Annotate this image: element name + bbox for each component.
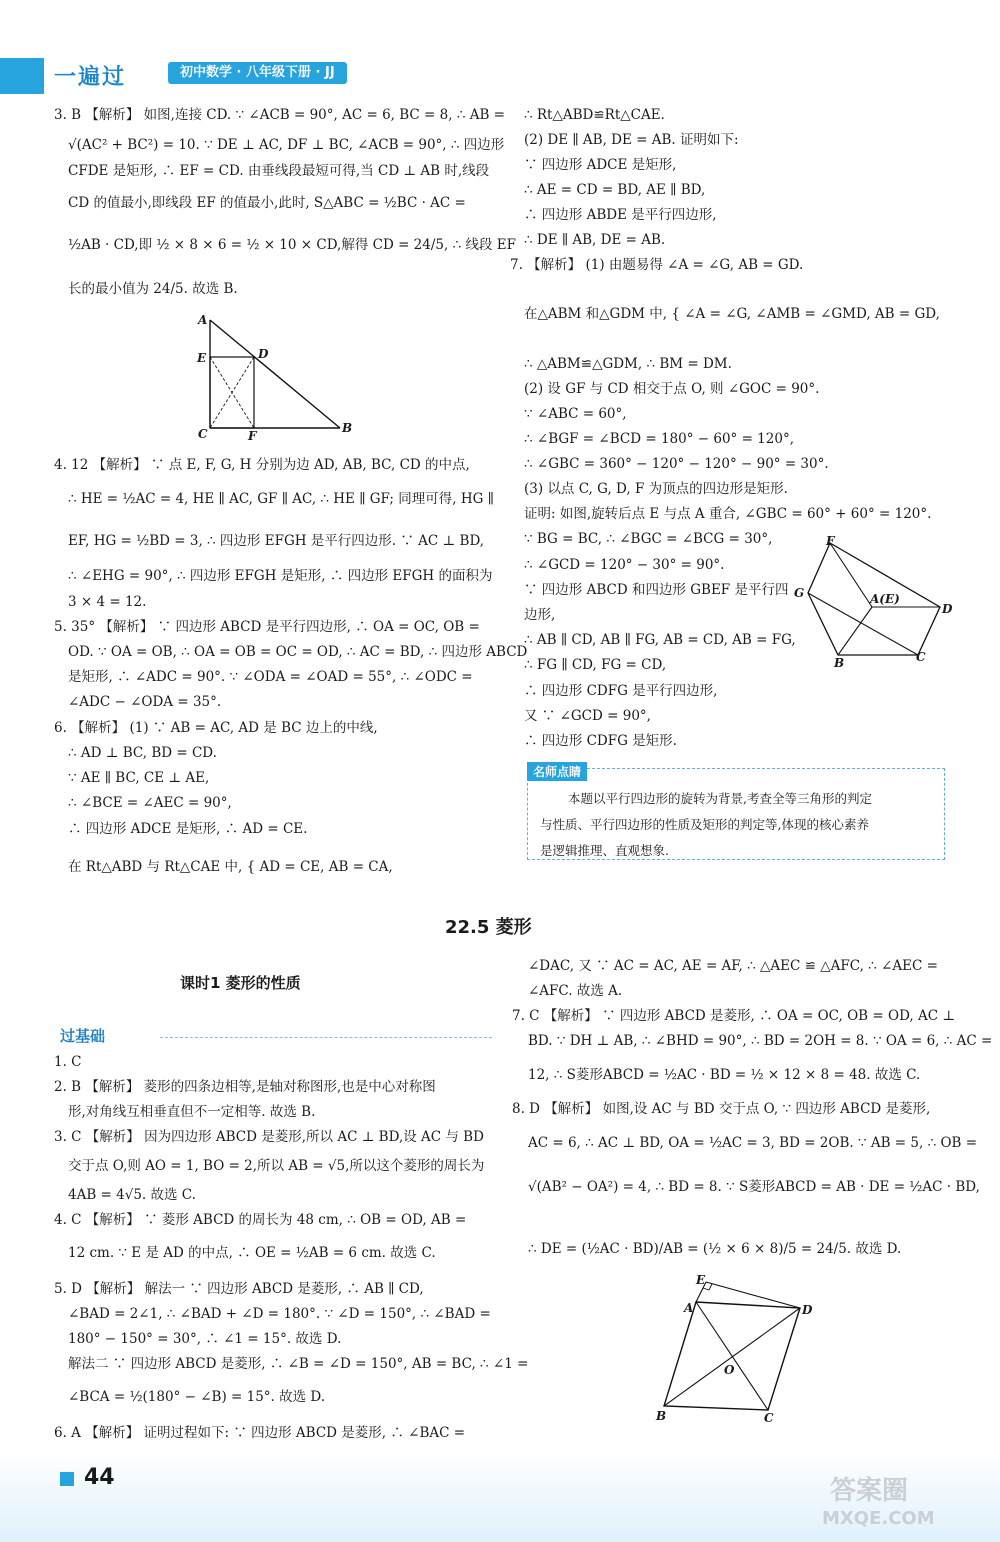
text-line: 交于点 O,则 AO = 1, BO = 2,所以 AB = √5,所以这个菱形的周长为 [68, 1158, 485, 1174]
text-line: ∴ DE ∥ AB, DE = AB. [524, 232, 666, 248]
fig2-label-c: C [916, 650, 926, 664]
text-line: 6. A 【解析】 证明过程如下: ∵ 四边形 ABCD 是菱形, ∴ ∠BAC = [54, 1425, 466, 1441]
fig3-label-e: E [696, 1273, 706, 1287]
text-line: ∴ AE = CD = BD, AE ∥ BD, [524, 182, 706, 198]
text-line: ∴ ∠EHG = 90°, ∴ 四边形 EFGH 是矩形, ∴ 四边形 EFGH 的面积为 [68, 568, 493, 584]
text-line: 5. D 【解析】 解法一 ∵ 四边形 ABCD 是菱形, ∴ AB ∥ CD, [54, 1281, 424, 1297]
fig2-label-d: D [942, 602, 953, 616]
text-line: CFDE 是矩形, ∴ EF = CD. 由垂线段最短可得,当 CD ⊥ AB 时,线段 [68, 163, 490, 179]
page-marker [60, 1472, 74, 1486]
basics-divider [160, 1037, 492, 1038]
text-line: ∴ ∠GCD = 120° − 30° = 90°. [524, 557, 725, 573]
text-line: AC = 6, ∴ AC ⊥ BD, OA = ½AC = 3, BD = 2OB. ∵ AB = 5, ∴ OB = [528, 1135, 978, 1151]
fig1-label-c: C [198, 427, 208, 441]
figure-rotated-parallelograms [790, 535, 960, 670]
text-line: OD. ∵ OA = OB, ∴ OA = OB = OC = OD, ∴ AC = BD, ∴ 四边形 ABCD [68, 644, 528, 660]
text-line: ∵ 四边形 ABCD 和四边形 GBEF 是平行四 [524, 582, 789, 598]
text-line: 证明: 如图,旋转后点 E 与点 A 重合, ∠GBC = 60° + 60° = 120°. [524, 506, 932, 522]
text-line: ∴ AB ∥ CD, AB ∥ FG, AB = CD, AB = FG, [524, 632, 796, 648]
text-line: ∠BAD = 2∠1, ∴ ∠BAD + ∠D = 180°. ∵ ∠D = 150°, ∴ ∠BAD = [68, 1306, 491, 1322]
basics-heading: 过基础 [60, 1027, 106, 1045]
text-line: ∴ FG ∥ CD, FG = CD, [524, 657, 667, 673]
tip-label: 名师点睛 [527, 762, 587, 781]
text-line: 3. C 【解析】 因为四边形 ABCD 是菱形,所以 AC ⊥ BD,设 AC 与 BD [54, 1129, 484, 1145]
text-line: 5. 35° 【解析】 ∵ 四边形 ABCD 是平行四边形, ∴ OA = OC, OB = [54, 619, 480, 635]
fig1-label-b: B [342, 421, 353, 435]
text-line: 2. B 【解析】 菱形的四条边相等,是轴对称图形,也是中心对称图 [54, 1079, 436, 1095]
text-line: ∠ADC − ∠ODA = 35°. [68, 694, 222, 710]
tip-line: 是逻辑推理、直观想象. [540, 843, 669, 858]
watermark-url: MXQE.COM [822, 1508, 935, 1529]
fig2-label-g: G [794, 586, 805, 600]
text-line: ∴ AD ⊥ BC, BD = CD. [68, 745, 217, 761]
lesson-title: 课时1 菱形的性质 [180, 974, 301, 992]
text-line: EF, HG = ½BD = 3, ∴ 四边形 EFGH 是平行四边形. ∵ AC ⊥ BD, [68, 533, 485, 549]
watermark: 答案圈 [830, 1476, 909, 1506]
text-line: 180° − 150° = 30°, ∴ ∠1 = 15°. 故选 D. [68, 1331, 342, 1347]
brand-logo: 一遍过 [54, 65, 127, 90]
text-line: 1. C [54, 1054, 82, 1070]
text-line: ∵ 四边形 ADCE 是矩形, [524, 157, 677, 173]
text-line: √(AC² + BC²) = 10. ∵ DE ⊥ AC, DF ⊥ BC, ∠ACB = 90°, ∴ 四边形 [68, 137, 505, 153]
fig2-label-f: F [826, 535, 835, 548]
text-line: ∴ ∠BGF = ∠BCD = 180° − 60° = 120°, [524, 431, 794, 447]
fig2-label-b: B [834, 656, 845, 670]
text-line: 4. C 【解析】 ∵ 菱形 ABCD 的周长为 48 cm, ∴ OB = OD, AB = [54, 1212, 467, 1228]
text-line: ∴ 四边形 CDFG 是矩形. [524, 733, 677, 749]
text-line: 在△ABM 和△GDM 中, { ∠A = ∠G, ∠AMB = ∠GMD, AB = GD, [524, 306, 940, 322]
text-line: ∴ 四边形 ABDE 是平行四边形, [524, 207, 717, 223]
text-line: 又 ∵ ∠GCD = 90°, [524, 708, 651, 724]
header-band [0, 58, 44, 94]
text-line: CD 的值最小,即线段 EF 的值最小,此时, S△ABC = ½BC · AC = [68, 195, 466, 211]
figure-triangle-rectangle [190, 310, 360, 445]
fig3-label-o: O [724, 1363, 735, 1377]
text-line: 8. D 【解析】 如图,设 AC 与 BD 交于点 O, ∵ 四边形 ABCD 是菱形, [512, 1101, 931, 1117]
section-title: 22.5 菱形 [445, 917, 532, 938]
text-line: 解法二 ∵ 四边形 ABCD 是菱形, ∴ ∠B = ∠D = 150°, AB = BC, ∴ ∠1 = [68, 1356, 529, 1372]
text-line: √(AB² − OA²) = 4, ∴ BD = 8. ∵ S菱形ABCD = AB · DE = ½AC · BD, [528, 1179, 980, 1195]
text-line: (2) DE ∥ AB, DE = AB. 证明如下: [524, 132, 739, 148]
tip-line: 与性质、平行四边形的性质及矩形的判定等,体现的核心素养 [540, 817, 869, 832]
text-line: (2) 设 GF 与 CD 相交于点 O, 则 ∠GOC = 90°. [524, 381, 820, 397]
fig3-label-b: B [656, 1409, 667, 1423]
text-line: ∴ 四边形 ADCE 是矩形, ∴ AD = CE. [68, 821, 308, 837]
text-line: ∵ AE ∥ BC, CE ⊥ AE, [68, 770, 210, 786]
fig1-label-f: F [248, 429, 257, 443]
text-line: 3 × 4 = 12. [68, 594, 147, 610]
text-line: ½AB · CD,即 ½ × 8 × 6 = ½ × 10 × CD,解得 CD = 24/5, ∴ 线段 EF [68, 237, 516, 253]
text-line: ∴ △ABM≌△GDM, ∴ BM = DM. [524, 356, 732, 372]
text-line: 长的最小值为 24/5. 故选 B. [68, 281, 238, 297]
text-line: ∴ ∠GBC = 360° − 120° − 120° − 90° = 30°. [524, 456, 829, 472]
text-line: 12 cm. ∵ E 是 AD 的中点, ∴ OE = ½AB = 6 cm. 故选 C. [68, 1245, 436, 1261]
text-line: ∴ ∠BCE = ∠AEC = 90°, [68, 795, 232, 811]
text-line: 3. B 【解析】 如图,连接 CD. ∵ ∠ACB = 90°, AC = 6, BC = 8, ∴ AB = [54, 107, 505, 123]
text-line: 4AB = 4√5. 故选 C. [68, 1187, 196, 1203]
text-line: ∴ Rt△ABD≌Rt△CAE. [524, 107, 665, 123]
text-line: BD. ∵ DH ⊥ AB, ∴ ∠BHD = 90°, ∴ BD = 2OH = 8. ∵ OA = 6, ∴ AC = [528, 1033, 993, 1049]
text-line: (3) 以点 C, G, D, F 为顶点的四边形是矩形. [524, 481, 788, 497]
text-line: 是矩形, ∴ ∠ADC = 90°. ∵ ∠ODA = ∠OAD = 55°, ∴ ∠ODC = [68, 669, 473, 685]
text-line: ∴ 四边形 CDFG 是平行四边形, [524, 683, 718, 699]
fig3-label-c: C [764, 1411, 774, 1425]
fig2-label-ae: A(E) [870, 592, 900, 606]
text-line: 形,对角线互相垂直但不一定相等. 故选 B. [68, 1104, 316, 1120]
book-tag: 初中数学 · 八年级下册 · JJ [168, 62, 347, 84]
text-line: 7. 【解析】 (1) 由题易得 ∠A = ∠G, AB = GD. [510, 257, 804, 273]
text-line: ∠DAC, 又 ∵ AC = AC, AE = AF, ∴ △AEC ≌ △AFC, ∴ ∠AEC = [528, 958, 938, 974]
text-line: 12, ∴ S菱形ABCD = ½AC · BD = ½ × 12 × 8 = 48. 故选 C. [528, 1067, 921, 1083]
text-line: ∠AFC. 故选 A. [528, 983, 623, 999]
text-line: 7. C 【解析】 ∵ 四边形 ABCD 是菱形, ∴ OA = OC, OB = OD, AC ⊥ [512, 1008, 956, 1024]
fig3-label-d: D [802, 1303, 813, 1317]
text-line: ∵ ∠ABC = 60°, [524, 406, 627, 422]
text-line: ∵ BG = BC, ∴ ∠BGC = ∠BCG = 30°, [524, 531, 773, 547]
page-number: 44 [84, 1465, 115, 1490]
text-line: 4. 12 【解析】 ∵ 点 E, F, G, H 分别为边 AD, AB, BC, CD 的中点, [54, 457, 470, 473]
text-line: ∴ DE = (½AC · BD)/AB = (½ × 6 × 8)/5 = 24/5. 故选 D. [528, 1241, 902, 1257]
tip-line: 本题以平行四边形的旋转为背景,考查全等三角形的判定 [568, 791, 872, 806]
figure-rhombus [650, 1270, 820, 1425]
text-line: ∠BCA = ½(180° − ∠B) = 15°. 故选 D. [68, 1389, 326, 1405]
fig1-label-d: D [258, 347, 269, 361]
text-line: 边形, [524, 607, 556, 623]
fig3-label-a: A [684, 1301, 694, 1315]
fig1-label-e: E [197, 351, 207, 365]
text-line: 在 Rt△ABD 与 Rt△CAE 中, { AD = CE, AB = CA, [68, 859, 393, 875]
text-line: 6. 【解析】 (1) ∵ AB = AC, AD 是 BC 边上的中线, [54, 720, 378, 736]
text-line: ∴ HE = ½AC = 4, HE ∥ AC, GF ∥ AC, ∴ HE ∥ GF; 同理可得, HG ∥ [68, 491, 494, 507]
fig1-label-a: A [198, 313, 208, 327]
